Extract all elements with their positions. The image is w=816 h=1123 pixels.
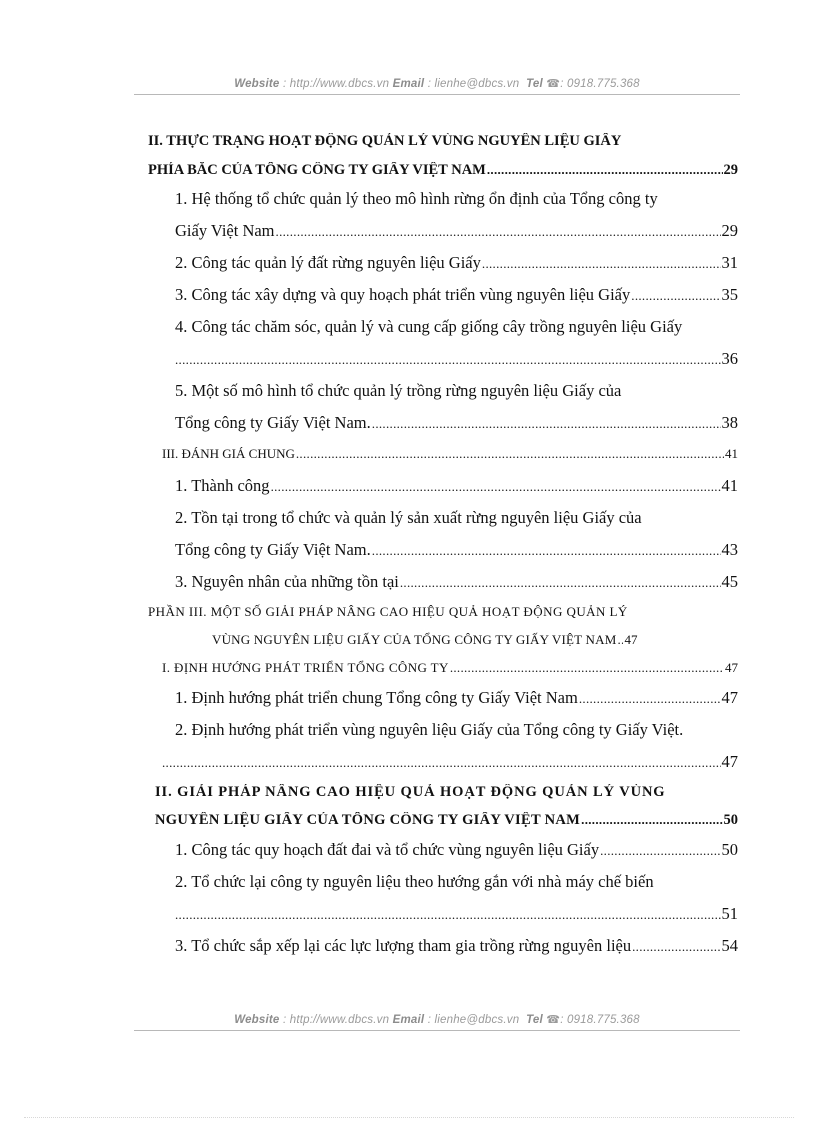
toc-leader-dots: [271, 479, 721, 495]
toc-entry-line: [175, 872, 738, 892]
toc-entry-text: 1. Công tác quy hoạch đất đai và tổ chức vùng nguyên liệu Giấy: [175, 840, 600, 859]
toc-heading-text: NGUYÊN LIỆU GIẤY CỦA TỔNG CÔNG TY GIẤY VIỆT NAM: [155, 812, 581, 828]
toc-page-number: 31: [721, 253, 738, 272]
phone-icon: ☎: [546, 1014, 561, 1026]
toc-entry-line: [175, 508, 738, 528]
toc-entry-text: 2. Tổ chức lại công ty nguyên liệu theo hướng gắn với nhà máy chế biến: [175, 872, 654, 891]
toc-part-text: PHẦN III. MỘT SỐ GIẢI PHÁP NÂNG CAO HIỆU QUẢ HOẠT ĐỘNG QUẢN LÝ: [148, 604, 628, 619]
toc-page-number: 47: [721, 752, 738, 771]
toc-leader-dots: [450, 660, 724, 676]
toc-heading-text: II. GIẢI PHÁP NÂNG CAO HIỆU QUẢ HOẠT ĐỘNG QUẢN LÝ VÙNG: [155, 784, 666, 800]
toc-entry-line: [175, 189, 738, 209]
toc-entry-text: 4. Công tác chăm sóc, quản lý và cung cấp giống cây trồng nguyên liệu Giấy: [175, 317, 683, 336]
toc-heading-text: PHÍA BẮC CỦA TỔNG CÔNG TY GIẤY VIỆT NAM: [148, 162, 486, 178]
toc-heading-text: III. ĐÁNH GIÁ CHUNG: [162, 446, 295, 461]
toc-page-number: 41: [721, 476, 738, 495]
page-footer: [134, 1013, 740, 1026]
footer-divider: [134, 1030, 740, 1031]
header-website-label: Website: [234, 78, 280, 90]
toc-entry-text: 1. Định hướng phát triển chung Tổng công ty Giấy Việt Nam: [175, 688, 578, 707]
toc-entry-line: [175, 476, 738, 496]
footer-email-value[interactable]: : lienhe@dbcs.vn: [427, 1014, 520, 1026]
phone-icon: ☎: [546, 78, 561, 90]
toc-heading-text: I. ĐỊNH HƯỚNG PHÁT TRIỂN TỔNG CÔNG TY: [162, 660, 449, 675]
toc-heading-line: [162, 446, 738, 462]
toc-entry-text: 2. Công tác quản lý đất rừng nguyên liệu Giấy: [175, 253, 481, 272]
toc-page-number: 47: [721, 688, 738, 707]
toc-entry-text: 3. Tổ chức sắp xếp lại các lực lượng tham gia trồng rừng nguyên liệu: [175, 936, 632, 955]
toc-page-number: 51: [721, 904, 738, 923]
toc-entry-line: [175, 349, 738, 369]
toc-page-number: 50: [721, 840, 738, 859]
toc-leader-dots: [162, 755, 721, 771]
toc-heading-line: [148, 162, 738, 179]
header-email-value[interactable]: : lienhe@dbcs.vn: [427, 78, 520, 90]
toc-page-number: 41: [725, 446, 738, 461]
toc-entry-line: [175, 840, 738, 860]
toc-leader-dots: [482, 256, 721, 272]
toc-entry-line: [175, 688, 738, 708]
toc-entry-line: [175, 540, 738, 560]
toc-leader-dots: [175, 907, 721, 923]
toc-entry-text: 2. Tồn tại trong tổ chức và quản lý sản xuất rừng nguyên liệu Giấy của: [175, 508, 642, 527]
toc-entry-line: [175, 285, 738, 305]
toc-leader-dots: [631, 288, 720, 304]
toc-leader-dots: [175, 352, 721, 368]
toc-entry-text: 5. Một số mô hình tổ chức quản lý trồng rừng nguyên liệu Giấy của: [175, 381, 622, 400]
toc-leader-dots: [581, 812, 722, 828]
toc-entry-line: [175, 720, 738, 740]
toc-heading-line: [155, 784, 738, 801]
footer-tel-label: Tel: [526, 1014, 543, 1026]
toc-entry-text: 1. Thành công: [175, 476, 270, 495]
toc-page-number: 29: [721, 221, 738, 240]
toc-leader-dots: [617, 632, 623, 648]
toc-entry-line: [162, 752, 738, 772]
toc-page-number: 45: [721, 572, 738, 591]
toc-page-number: 54: [721, 936, 738, 955]
toc-entry-line: [175, 904, 738, 924]
toc-entry-line: [175, 317, 738, 337]
toc-leader-dots: [487, 162, 723, 178]
header-tel-label: Tel: [526, 78, 543, 90]
toc-page-number: 43: [721, 540, 738, 559]
footer-website-url[interactable]: : http://www.dbcs.vn: [282, 1014, 390, 1026]
page-header: [134, 77, 740, 90]
footer-tel-value: : 0918.775.368: [560, 1014, 640, 1026]
toc-heading-line: [148, 133, 738, 150]
toc-page-number: 29: [723, 162, 738, 178]
toc-entry-line: [175, 572, 738, 592]
toc-part-text: VÙNG NGUYÊN LIỆU GIẤY CỦA TỔNG CÔNG TY GIẤY VIỆT NAM: [212, 632, 617, 647]
toc-leader-dots: [579, 691, 721, 707]
toc-entry-text: Giấy Việt Nam: [175, 221, 275, 240]
toc-heading-line: [155, 812, 738, 829]
toc-heading-line: [162, 660, 738, 676]
toc-entry-line: [175, 936, 738, 956]
toc-part-line: [212, 632, 738, 648]
toc-entry-line: [175, 413, 738, 433]
toc-page-number: 36: [721, 349, 738, 368]
toc-entry-line: [175, 221, 738, 241]
page-bottom-border: [24, 1117, 794, 1118]
toc-page-number: 47: [624, 632, 638, 647]
toc-entry-text: 3. Nguyên nhân của những tồn tại: [175, 572, 399, 591]
toc-part-line: [148, 604, 738, 620]
toc-page-number: 38: [721, 413, 738, 432]
toc-leader-dots: [296, 446, 724, 462]
toc-entry-text: Tổng công ty Giấy Việt Nam.: [175, 540, 371, 559]
toc-page-number: 35: [721, 285, 738, 304]
header-tel-value: : 0918.775.368: [560, 78, 640, 90]
toc-leader-dots: [372, 543, 721, 559]
toc-entry-text: 3. Công tác xây dựng và quy hoạch phát triển vùng nguyên liệu Giấy: [175, 285, 631, 304]
toc-entry-text: 2. Định hướng phát triển vùng nguyên liệu Giấy của Tổng công ty Giấy Việt.: [175, 720, 684, 739]
toc-leader-dots: [372, 416, 721, 432]
header-divider: [134, 94, 740, 95]
footer-website-label: Website: [234, 1014, 280, 1026]
toc-leader-dots: [276, 224, 721, 240]
toc-heading-text: II. THỰC TRẠNG HOẠT ĐỘNG QUẢN LÝ VÙNG NGUYÊN LIỆU GIẤY: [148, 133, 622, 149]
toc-leader-dots: [632, 939, 720, 955]
toc-leader-dots: [400, 575, 721, 591]
toc-entry-line: [175, 253, 738, 273]
toc-leader-dots: [600, 843, 720, 859]
toc-entry-text: 1. Hệ thống tổ chức quản lý theo mô hình rừng ổn định của Tổng công ty: [175, 189, 658, 208]
toc-page-number: 50: [723, 812, 738, 828]
toc-entry-line: [175, 381, 738, 401]
toc-page-number: 47: [725, 660, 738, 675]
toc-entry-text: Tổng công ty Giấy Việt Nam.: [175, 413, 371, 432]
header-website-url[interactable]: : http://www.dbcs.vn: [282, 78, 390, 90]
footer-email-label: Email: [392, 1014, 425, 1026]
header-email-label: Email: [392, 78, 425, 90]
